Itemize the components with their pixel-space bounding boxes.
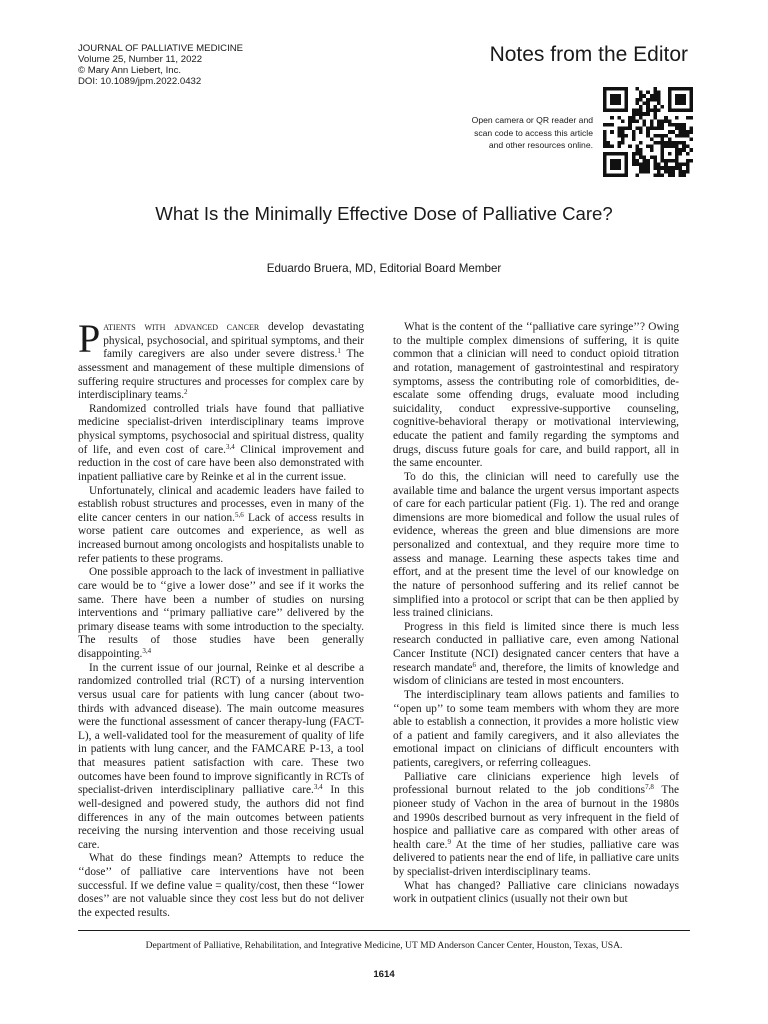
citation: 7,8 bbox=[645, 783, 654, 792]
citation: 3,4 bbox=[142, 647, 152, 655]
page-number: 1614 bbox=[373, 969, 395, 980]
paragraph: What do these findings mean? Attempts to reduce the ‘‘dose’’ of palliative care interventions have not been successful. If we define value = quality/cost, then these ‘‘lower doses’’ are not valuable since they cost less but do not deliver the expected results. bbox=[78, 852, 364, 919]
journal-info bbox=[78, 43, 243, 87]
qr-instructions bbox=[433, 114, 593, 152]
paragraph: What has changed? Palliative care clinicians nowadays work in outpatient clinics (usually not their own but bbox=[393, 879, 679, 906]
qr-instructions-line: scan code to access this article bbox=[474, 127, 593, 138]
drop-cap: P bbox=[78, 316, 101, 361]
qr-instructions-line: Open camera or QR reader and bbox=[471, 115, 593, 125]
citation: 9 bbox=[447, 837, 451, 846]
citation: 6 bbox=[472, 660, 477, 669]
paragraph: Randomized controlled trials have found that palliative medicine specialist-driven interdisciplinary teams improve physical symptoms, psychosocial and spiritual distress, quality of life, and even cost of care.$^{3,4}$ Clinical improvement and reduction in the cost of care have been also demonstrated with inpatient palliative care by Reinke et al in the current issue. bbox=[78, 402, 364, 483]
journal-name: JOURNAL OF PALLIATIVE MEDICINE bbox=[78, 43, 244, 54]
paragraph: Patients with advanced cancer develop devastating physical, psychosocial, and spiritual symptoms, and their family caregivers are also under severe distress.$^1$ The assessment and management of these multiple dimensions of suffering require structures and processes for complex care by interdisciplinary teams.$^2$ bbox=[78, 316, 365, 402]
footnote-divider bbox=[78, 930, 690, 931]
citation: 1 bbox=[337, 347, 341, 356]
citation: 3,4 bbox=[313, 783, 323, 792]
journal-volume: Volume 25, Number 11, 2022 bbox=[78, 54, 203, 65]
citation: 2 bbox=[184, 388, 188, 397]
journal-doi: DOI: 10.1089/jpm.2022.0432 bbox=[78, 76, 202, 87]
qr-code-icon[interactable] bbox=[603, 87, 693, 177]
body-column-left bbox=[78, 316, 365, 921]
paragraph: Unfortunately, clinical and academic leaders have failed to establish robust structures and processes, even in many of the elite cancer centers in our nation.$^{5,6}$ Lack of access results in worse patient care outcomes and experience, as well as increased burnout among oncologists and hospitalists unable to refer patients to these programs. bbox=[78, 484, 364, 565]
paragraph: To do this, the clinician will need to carefully use the available time and balance the urgent versus important aspects of care for each particular patient (Fig. 1). The red and orange dimensions are more biomedical and follow the usual rules of evidence, whereas the green and blue dimensions are more personalized and contextual, and they require more time to assess and manage. Learning these aspects takes time and effort, and at the present time the level of our knowledge on the nature of personhood suffering and its relief cannot be simplified into a protocol or script that can be then applied by less trained clinicians. bbox=[393, 470, 679, 620]
paragraph: Palliative care clinicians experience high levels of professional burnout related to the job conditions$^{7,8}$ The pioneer study of Vachon in the area of burnout in the 1980s and 1990s described burnout as very infrequent in the field of hospice and palliative care as compared with other areas of health care.$^9$ At the time of her studies, palliative care was delivered to patients near the end of life, in palliative care units by specialist-driven interdisciplinary teams. bbox=[393, 770, 679, 878]
section-title: Notes from the Editor bbox=[489, 43, 688, 66]
paragraph: What is the content of the ‘‘palliative care syringe’’? Owing to the multiple complex dimensions of suffering, it is quite common that a clinician will need to conduct opioid titration and rotation, management of gastrointestinal and respiratory symptoms, assess the contributing role of comorbidities, de-escalate some offending drugs, evaluate mood including suicidality, conduct expressive-supportive counseling, cognitive-behavioral therapy or motivational interviewing, educate the patient and family regarding the symptoms and drugs, discuss future goals for care, and build rapport, all in the same encounter. bbox=[393, 321, 679, 470]
paragraph: The interdisciplinary team allows patients and families to ‘‘open up’’ to some team members with whom they are more able to establish a connection, it provides a more holistic view of a patient and family caregivers, and it also alleviates the emotional impact on clinicians of difficult encounters with patients, caregivers, or referring colleagues. bbox=[393, 688, 679, 769]
article-title: What Is the Minimally Effective Dose of Palliative Care? bbox=[155, 203, 613, 224]
citation: 3,4 bbox=[226, 442, 235, 451]
qr-instructions-line: and other resources online. bbox=[488, 140, 593, 150]
author-affiliation: Department of Palliative, Rehabilitation, and Integrative Medicine, UT MD Anderson Cancer Center, Houston, Texas, USA. bbox=[145, 940, 623, 951]
paragraph: One possible approach to the lack of investment in palliative care would be to ‘‘give a lower dose’’ and see if it works the same. There have been a number of studies on nursing interventions and ‘‘primary palliative care’’ delivered by the primary disease teams with some introduction to the specialty. The results of those studies have been generally disappointing.$^{3,4}$ bbox=[78, 566, 364, 660]
paragraph: In the current issue of our journal, Reinke et al describe a randomized controlled trial (RCT) of a nursing intervention versus usual care for patients with lung cancer (about two-thirds with advanced disease). The main outcome measures were the functional assessment of cancer therapy-lung (FACT-L), a well-validated tool for the measurement of quality of life in patients with lung cancer, and the FAMCARE P-13, a tool that measures patient satisfaction with care. These two outcomes have been found to improve significantly in RCTs of specialist-driven interdisciplinary palliative care.$^{3,4}$ In this well-designed and powered study, the authors did not find differences in any of the main outcomes between patients receiving the nursing intervention and those receiving usual care. bbox=[78, 661, 364, 851]
author-byline: Eduardo Bruera, MD, Editorial Board Member bbox=[266, 262, 502, 275]
journal-copyright: © Mary Ann Liebert, Inc. bbox=[78, 65, 182, 76]
body-column-right bbox=[393, 321, 679, 907]
citation: 5,6 bbox=[234, 510, 244, 519]
paragraph: Progress in this field is limited since there is much less research conducted in palliative care, even among National Cancer Institute (NCI) designated cancer centers that have a research mandate$^6$ and, therefore, the limits of knowledge and wisdom of clinicians are tested in most encounters. bbox=[393, 620, 679, 688]
